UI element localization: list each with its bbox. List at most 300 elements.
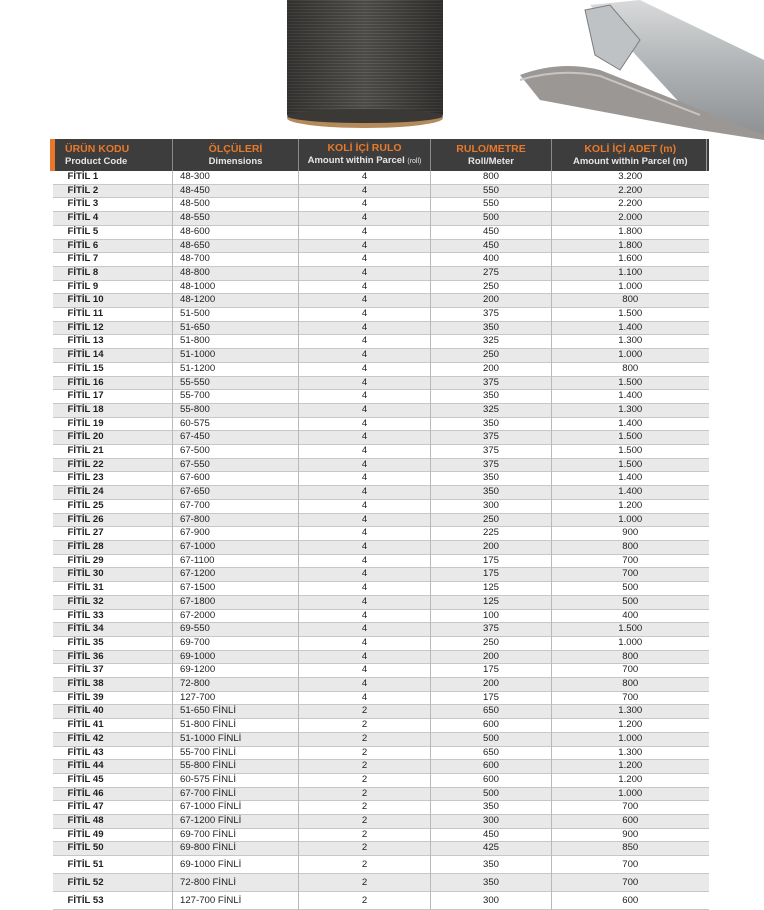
product-table: [50, 139, 709, 910]
dimensions-cell: 48-300: [173, 171, 299, 184]
parcel-roll-cell: 2: [299, 719, 431, 733]
product-code-cell: FİTİL 49: [53, 828, 173, 842]
parcel-roll-cell: 4: [299, 568, 431, 582]
dimensions-cell: 67-900: [173, 527, 299, 541]
parcel-meter-cell: 800: [552, 650, 709, 664]
dimensions-cell: 48-1000: [173, 280, 299, 294]
roll-meter-cell: 350: [431, 874, 552, 892]
roll-meter-cell: 275: [431, 266, 552, 280]
table-row: [53, 527, 709, 541]
dimensions-cell: 67-800: [173, 513, 299, 527]
parcel-meter-cell: 1.500: [552, 308, 709, 322]
roll-meter-cell: 100: [431, 609, 552, 623]
product-code-cell: FİTİL 33: [53, 609, 173, 623]
dimensions-cell: 51-1000 FİNLİ: [173, 732, 299, 746]
dimensions-cell: 67-1200: [173, 568, 299, 582]
table-row: [53, 874, 709, 892]
product-code-cell: FİTİL 51: [53, 856, 173, 874]
dimensions-cell: 67-700: [173, 499, 299, 513]
dimensions-cell: 55-700: [173, 390, 299, 404]
roll-meter-cell: 375: [431, 445, 552, 459]
table-body: [53, 171, 709, 910]
parcel-meter-cell: 1.800: [552, 225, 709, 239]
dimensions-cell: 48-550: [173, 212, 299, 226]
table-row: [53, 540, 709, 554]
dimensions-cell: 55-550: [173, 376, 299, 390]
parcel-roll-cell: 4: [299, 403, 431, 417]
product-code-cell: FİTİL 13: [53, 335, 173, 349]
parcel-roll-cell: 2: [299, 773, 431, 787]
header-parcel-tr: KOLİ İÇİ RULO: [327, 142, 402, 154]
dimensions-cell: 67-550: [173, 458, 299, 472]
header-dim-tr: ÖLÇÜLERİ: [208, 142, 263, 155]
dimensions-cell: 69-700: [173, 636, 299, 650]
table-row: [53, 650, 709, 664]
dimensions-cell: 127-700: [173, 691, 299, 705]
parcel-roll-cell: 4: [299, 184, 431, 198]
table-row: [53, 760, 709, 774]
header-parcel-en: [299, 155, 430, 168]
product-code-cell: FİTİL 41: [53, 719, 173, 733]
parcel-meter-cell: 800: [552, 362, 709, 376]
table-row: [53, 376, 709, 390]
parcel-meter-cell: 1.000: [552, 513, 709, 527]
roll-meter-cell: 600: [431, 719, 552, 733]
table-row: [53, 623, 709, 637]
table-row: [53, 892, 709, 910]
parcel-roll-cell: 4: [299, 294, 431, 308]
parcel-meter-cell: 1.200: [552, 760, 709, 774]
parcel-meter-cell: 2.200: [552, 198, 709, 212]
parcel-roll-cell: 4: [299, 582, 431, 596]
table-row: [53, 554, 709, 568]
parcel-meter-cell: 2.200: [552, 184, 709, 198]
parcel-roll-cell: 2: [299, 828, 431, 842]
product-code-cell: FİTİL 45: [53, 773, 173, 787]
parcel-meter-cell: 500: [552, 582, 709, 596]
parcel-roll-cell: 4: [299, 472, 431, 486]
parcel-meter-cell: 1.000: [552, 732, 709, 746]
roll-meter-cell: 250: [431, 280, 552, 294]
dimensions-cell: 51-650 FİNLİ: [173, 705, 299, 719]
product-code-cell: FİTİL 30: [53, 568, 173, 582]
parcel-meter-cell: 1.400: [552, 486, 709, 500]
table-row: [53, 321, 709, 335]
parcel-roll-cell: 4: [299, 212, 431, 226]
parcel-roll-cell: 4: [299, 486, 431, 500]
roll-meter-cell: 350: [431, 321, 552, 335]
parcel-meter-cell: 700: [552, 874, 709, 892]
parcel-meter-cell: 1.200: [552, 499, 709, 513]
parcel-roll-cell: 4: [299, 362, 431, 376]
roll-meter-cell: 175: [431, 691, 552, 705]
parcel-roll-cell: 2: [299, 732, 431, 746]
table-row: [53, 184, 709, 198]
parcel-meter-cell: 1.400: [552, 321, 709, 335]
parcel-roll-cell: 4: [299, 650, 431, 664]
roll-meter-cell: 200: [431, 540, 552, 554]
roll-meter-cell: 800: [431, 171, 552, 184]
parcel-roll-cell: 4: [299, 664, 431, 678]
table-row: [53, 513, 709, 527]
roll-meter-cell: 600: [431, 760, 552, 774]
parcel-meter-cell: 600: [552, 892, 709, 910]
roll-meter-cell: 175: [431, 664, 552, 678]
roll-meter-cell: 250: [431, 349, 552, 363]
header-amount-parcel-meter: [552, 139, 709, 171]
parcel-meter-cell: 500: [552, 595, 709, 609]
header-edge: [706, 139, 707, 171]
product-code-cell: FİTİL 48: [53, 815, 173, 829]
roll-meter-cell: 350: [431, 801, 552, 815]
table-row: [53, 842, 709, 856]
product-code-cell: FİTİL 29: [53, 554, 173, 568]
dimensions-cell: 67-450: [173, 431, 299, 445]
product-code-cell: FİTİL 12: [53, 321, 173, 335]
roll-meter-cell: 300: [431, 815, 552, 829]
parcel-meter-cell: 700: [552, 856, 709, 874]
parcel-roll-cell: 4: [299, 554, 431, 568]
product-code-cell: FİTİL 14: [53, 349, 173, 363]
product-code-cell: FİTİL 53: [53, 892, 173, 910]
dimensions-cell: 48-500: [173, 198, 299, 212]
table-row: [53, 212, 709, 226]
table-row: [53, 171, 709, 184]
dimensions-cell: 48-450: [173, 184, 299, 198]
product-code-cell: FİTİL 28: [53, 540, 173, 554]
roll-meter-cell: 600: [431, 773, 552, 787]
dimensions-cell: 67-1000 FİNLİ: [173, 801, 299, 815]
roll-meter-cell: 250: [431, 513, 552, 527]
parcel-roll-cell: 4: [299, 239, 431, 253]
parcel-roll-cell: 4: [299, 376, 431, 390]
header-qty-en-wrap: [552, 156, 709, 168]
parcel-roll-cell: 2: [299, 787, 431, 801]
product-code-cell: FİTİL 9: [53, 280, 173, 294]
product-code-cell: FİTİL 44: [53, 760, 173, 774]
roll-meter-cell: 400: [431, 253, 552, 267]
parcel-roll-cell: 4: [299, 595, 431, 609]
roll-meter-cell: 450: [431, 225, 552, 239]
parcel-meter-cell: 1.500: [552, 376, 709, 390]
header-roll-meter: [431, 139, 552, 171]
product-code-cell: FİTİL 42: [53, 732, 173, 746]
product-code-cell: FİTİL 36: [53, 650, 173, 664]
product-code-cell: FİTİL 24: [53, 486, 173, 500]
table-row: [53, 705, 709, 719]
table-row: [53, 472, 709, 486]
dimensions-cell: 48-700: [173, 253, 299, 267]
table-row: [53, 198, 709, 212]
product-code-cell: FİTİL 7: [53, 253, 173, 267]
dimensions-cell: 51-500: [173, 308, 299, 322]
dimensions-cell: 67-1100: [173, 554, 299, 568]
product-code-cell: FİTİL 27: [53, 527, 173, 541]
roll-meter-cell: 500: [431, 787, 552, 801]
product-code-cell: FİTİL 4: [53, 212, 173, 226]
header-amount-parcel-roll: [299, 139, 431, 171]
table-row: [53, 280, 709, 294]
parcel-meter-cell: 1.300: [552, 403, 709, 417]
header-roll-en: Roll/Meter: [468, 155, 514, 167]
parcel-meter-cell: 700: [552, 801, 709, 815]
parcel-meter-cell: 1.300: [552, 746, 709, 760]
parcel-meter-cell: 1.200: [552, 719, 709, 733]
dimensions-cell: 67-650: [173, 486, 299, 500]
dimensions-cell: 67-1500: [173, 582, 299, 596]
header-dimensions: [173, 139, 299, 171]
parcel-meter-cell: 1.400: [552, 417, 709, 431]
parcel-meter-cell: 800: [552, 540, 709, 554]
product-code-cell: FİTİL 40: [53, 705, 173, 719]
table-header: [53, 139, 709, 171]
dimensions-cell: 127-700 FİNLİ: [173, 892, 299, 910]
parcel-meter-cell: 600: [552, 815, 709, 829]
dimensions-cell: 51-800 FİNLİ: [173, 719, 299, 733]
product-code-cell: FİTİL 43: [53, 746, 173, 760]
parcel-roll-cell: 4: [299, 445, 431, 459]
product-code-cell: FİTİL 25: [53, 499, 173, 513]
dimensions-cell: 67-600: [173, 472, 299, 486]
parcel-roll-cell: 2: [299, 746, 431, 760]
parcel-meter-cell: 1.100: [552, 266, 709, 280]
dimensions-cell: 72-800: [173, 678, 299, 692]
product-code-cell: FİTİL 19: [53, 417, 173, 431]
table-row: [53, 499, 709, 513]
parcel-roll-cell: 4: [299, 527, 431, 541]
parcel-meter-cell: 1.200: [552, 773, 709, 787]
roll-meter-cell: 300: [431, 499, 552, 513]
parcel-roll-cell: 4: [299, 335, 431, 349]
header-qty-en: Amount within Parcel: [572, 155, 671, 167]
parcel-meter-cell: 700: [552, 664, 709, 678]
parcel-roll-cell: 4: [299, 225, 431, 239]
parcel-roll-cell: 4: [299, 513, 431, 527]
dimensions-cell: 51-1200: [173, 362, 299, 376]
product-code-cell: FİTİL 3: [53, 198, 173, 212]
dimensions-cell: 67-1200 FİNLİ: [173, 815, 299, 829]
parcel-roll-cell: 4: [299, 390, 431, 404]
dimensions-cell: 55-800 FİNLİ: [173, 760, 299, 774]
roll-meter-cell: 350: [431, 486, 552, 500]
header-parcel-en-text: Amount within Parcel: [307, 155, 405, 166]
table-row: [53, 856, 709, 874]
dimensions-cell: 69-700 FİNLİ: [173, 828, 299, 842]
roll-meter-cell: 375: [431, 431, 552, 445]
table-row: [53, 595, 709, 609]
product-code-cell: FİTİL 38: [53, 678, 173, 692]
roll-meter-cell: 225: [431, 527, 552, 541]
table-row: [53, 746, 709, 760]
table-row: [53, 568, 709, 582]
header-product-code: [53, 139, 173, 171]
table-row: [53, 294, 709, 308]
parcel-meter-cell: 800: [552, 294, 709, 308]
dimensions-cell: 67-1000: [173, 540, 299, 554]
product-code-cell: FİTİL 8: [53, 266, 173, 280]
product-code-cell: FİTİL 23: [53, 472, 173, 486]
roll-meter-cell: 375: [431, 376, 552, 390]
dimensions-cell: 69-550: [173, 623, 299, 637]
product-code-cell: FİTİL 50: [53, 842, 173, 856]
parcel-meter-cell: 700: [552, 554, 709, 568]
product-code-cell: FİTİL 32: [53, 595, 173, 609]
parcel-roll-cell: 4: [299, 499, 431, 513]
table-row: [53, 335, 709, 349]
parcel-meter-cell: 850: [552, 842, 709, 856]
parcel-roll-cell: 4: [299, 198, 431, 212]
roll-meter-cell: 375: [431, 458, 552, 472]
parcel-roll-cell: 2: [299, 801, 431, 815]
parcel-meter-cell: 1.800: [552, 239, 709, 253]
roll-meter-cell: 350: [431, 472, 552, 486]
header-qty-tr: KOLİ İÇİ ADET: [584, 142, 657, 155]
product-code-cell: FİTİL 16: [53, 376, 173, 390]
parcel-meter-cell: 1.400: [552, 390, 709, 404]
dimensions-cell: 55-700 FİNLİ: [173, 746, 299, 760]
table-row: [53, 773, 709, 787]
table-row: [53, 225, 709, 239]
table-row: [53, 239, 709, 253]
parcel-meter-cell: 1.300: [552, 705, 709, 719]
parcel-roll-cell: 4: [299, 458, 431, 472]
header-qty-tr-wrap: [552, 143, 709, 156]
parcel-meter-cell: 1.600: [552, 253, 709, 267]
product-code-cell: FİTİL 34: [53, 623, 173, 637]
dimensions-cell: 48-800: [173, 266, 299, 280]
dimensions-cell: 51-1000: [173, 349, 299, 363]
roll-meter-cell: 550: [431, 184, 552, 198]
parcel-roll-cell: 4: [299, 321, 431, 335]
parcel-roll-cell: 2: [299, 842, 431, 856]
header-parcel-unit: (roll): [407, 158, 422, 165]
dimensions-cell: 60-575 FİNLİ: [173, 773, 299, 787]
parcel-meter-cell: 2.000: [552, 212, 709, 226]
header-qty-en-unit: (m): [672, 155, 688, 167]
dimensions-cell: 48-650: [173, 239, 299, 253]
roll-meter-cell: 325: [431, 335, 552, 349]
dimensions-cell: 67-500: [173, 445, 299, 459]
dimensions-cell: 69-800 FİNLİ: [173, 842, 299, 856]
roll-meter-cell: 325: [431, 403, 552, 417]
product-code-cell: FİTİL 15: [53, 362, 173, 376]
parcel-roll-cell: 4: [299, 171, 431, 184]
header-code-tr: ÜRÜN KODU: [65, 142, 130, 155]
dimensions-cell: 48-600: [173, 225, 299, 239]
roll-meter-cell: 450: [431, 239, 552, 253]
parcel-roll-cell: 4: [299, 691, 431, 705]
table-row: [53, 664, 709, 678]
product-code-cell: FİTİL 2: [53, 184, 173, 198]
product-code-cell: FİTİL 39: [53, 691, 173, 705]
table-row: [53, 719, 709, 733]
dimensions-cell: 69-1000: [173, 650, 299, 664]
table-row: [53, 445, 709, 459]
parcel-roll-cell: 4: [299, 678, 431, 692]
parcel-meter-cell: 900: [552, 828, 709, 842]
parcel-roll-cell: 4: [299, 280, 431, 294]
table-row: [53, 253, 709, 267]
parcel-roll-cell: 2: [299, 760, 431, 774]
roll-meter-cell: 125: [431, 582, 552, 596]
parcel-roll-cell: 4: [299, 266, 431, 280]
table-row: [53, 417, 709, 431]
dimensions-cell: 51-800: [173, 335, 299, 349]
parcel-meter-cell: 1.000: [552, 636, 709, 650]
parcel-meter-cell: 400: [552, 609, 709, 623]
table-row: [53, 349, 709, 363]
table-row: [53, 266, 709, 280]
parcel-roll-cell: 4: [299, 308, 431, 322]
product-code-cell: FİTİL 21: [53, 445, 173, 459]
dimensions-cell: 67-1800: [173, 595, 299, 609]
table-row: [53, 458, 709, 472]
table-row: [53, 636, 709, 650]
product-code-cell: FİTİL 52: [53, 874, 173, 892]
parcel-meter-cell: 700: [552, 691, 709, 705]
dimensions-cell: 55-800: [173, 403, 299, 417]
roll-meter-cell: 650: [431, 705, 552, 719]
product-code-cell: FİTİL 20: [53, 431, 173, 445]
parcel-meter-cell: 1.000: [552, 787, 709, 801]
header-dim-en: Dimensions: [208, 155, 263, 167]
table-row: [53, 390, 709, 404]
table-row: [53, 801, 709, 815]
table-row: [53, 308, 709, 322]
product-code-cell: FİTİL 31: [53, 582, 173, 596]
header-roll-tr: RULO/METRE: [456, 142, 526, 155]
parcel-roll-cell: 2: [299, 856, 431, 874]
roll-meter-cell: 375: [431, 623, 552, 637]
parcel-roll-cell: 2: [299, 892, 431, 910]
parcel-meter-cell: 800: [552, 678, 709, 692]
roll-meter-cell: 300: [431, 892, 552, 910]
dimensions-cell: 60-575: [173, 417, 299, 431]
roll-meter-cell: 350: [431, 856, 552, 874]
product-code-cell: FİTİL 18: [53, 403, 173, 417]
roll-meter-cell: 200: [431, 678, 552, 692]
table-row: [53, 815, 709, 829]
parcel-roll-cell: 4: [299, 349, 431, 363]
parcel-meter-cell: 1.400: [552, 472, 709, 486]
parcel-roll-cell: 2: [299, 815, 431, 829]
roll-meter-cell: 550: [431, 198, 552, 212]
roll-meter-cell: 450: [431, 828, 552, 842]
parcel-meter-cell: 1.000: [552, 349, 709, 363]
roll-meter-cell: 425: [431, 842, 552, 856]
product-code-cell: FİTİL 22: [53, 458, 173, 472]
header-code-en: Product Code: [65, 155, 128, 167]
product-code-cell: FİTİL 10: [53, 294, 173, 308]
table-row: [53, 732, 709, 746]
roll-meter-cell: 500: [431, 732, 552, 746]
table-row: [53, 828, 709, 842]
table-row: [53, 431, 709, 445]
table-row: [53, 609, 709, 623]
parcel-meter-cell: 1.500: [552, 623, 709, 637]
parcel-roll-cell: 4: [299, 417, 431, 431]
product-code-cell: FİTİL 26: [53, 513, 173, 527]
product-table-container: [50, 139, 706, 910]
product-code-cell: FİTİL 47: [53, 801, 173, 815]
table-row: [53, 582, 709, 596]
parcel-roll-cell: 4: [299, 609, 431, 623]
roll-meter-cell: 200: [431, 362, 552, 376]
parcel-meter-cell: 1.000: [552, 280, 709, 294]
aluminum-profile-image: [520, 0, 764, 140]
product-code-cell: FİTİL 5: [53, 225, 173, 239]
header-qty-tr-unit: (m): [659, 142, 677, 155]
